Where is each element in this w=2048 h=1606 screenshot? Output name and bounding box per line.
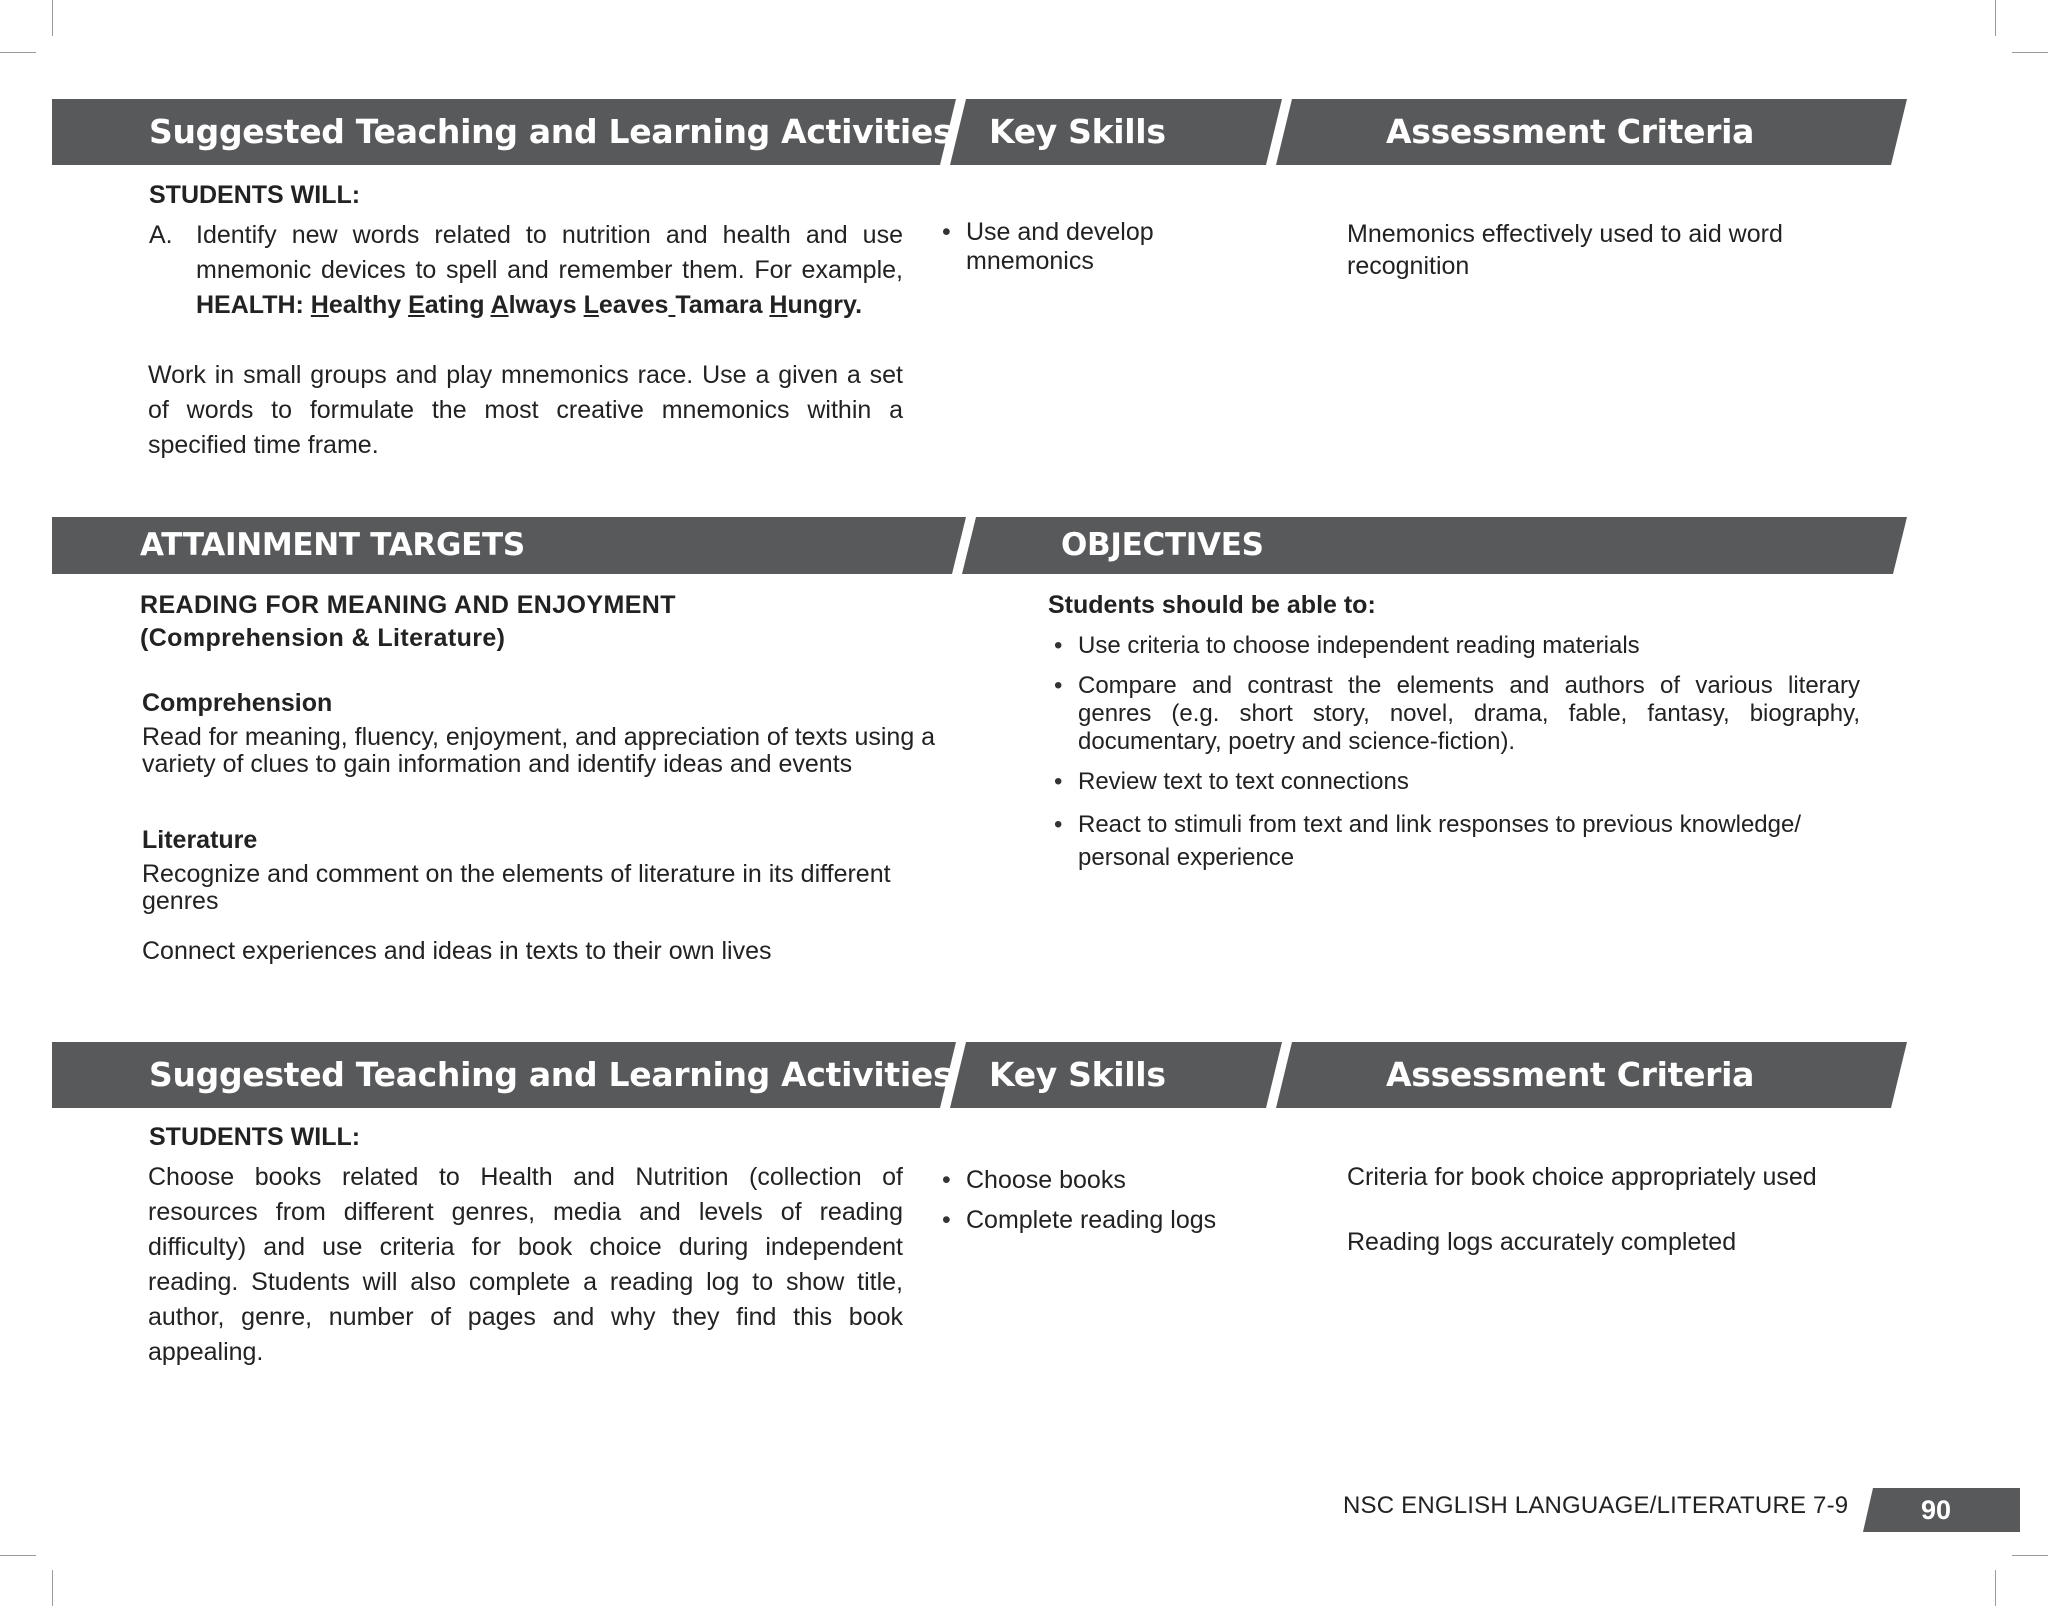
objective-item: • React to stimuli from text and link responses to previous knowledge/ personal experience: [1054, 808, 1860, 874]
assessment-item: Criteria for book choice appropriately used: [1347, 1163, 1817, 1191]
students-will-label: STUDENTS WILL:: [149, 181, 361, 209]
crop-mark: [0, 52, 36, 53]
crop-mark: [2012, 52, 2048, 53]
assessment-criteria: Mnemonics effectively used to aid word recognition: [1347, 220, 1783, 280]
header-key-skills: Key Skills: [989, 1055, 1166, 1094]
crop-mark: [1995, 0, 1996, 36]
mnemonic-example: HEALTH: Healthy Eating Always Leaves Tamara Hungry.: [196, 291, 863, 319]
students-will-label: STUDENTS WILL:: [149, 1123, 361, 1151]
target-title-line2: (Comprehension & Literature): [140, 624, 506, 652]
objective-item: • Compare and contrast the elements and authors of various literary genres (e.g. short story, novel, drama, fable, fantasy, biography, documentary, poetry and science-fiction).: [1054, 672, 1860, 756]
objective-item: • Use criteria to choose independent reading materials: [1054, 630, 1860, 662]
header-assessment: Assessment Criteria: [1386, 112, 1755, 151]
assessment-item: Reading logs accurately completed: [1347, 1228, 1737, 1256]
objective-item: • Review text to text connections: [1054, 766, 1860, 798]
crop-mark: [52, 0, 53, 36]
objectives-list: [1054, 630, 1860, 874]
key-skill-item: • Complete reading logs: [942, 1200, 1242, 1240]
comprehension-heading: Comprehension: [142, 689, 333, 717]
crop-mark: [0, 1555, 36, 1556]
header-objectives: OBJECTIVES: [1061, 527, 1264, 563]
key-skills-list: [942, 218, 1222, 276]
page-number: 90: [1920, 1495, 1952, 1525]
header-activities: Suggested Teaching and Learning Activities: [149, 112, 953, 151]
activity-paragraph: Work in small groups and play mnemonics race. Use a given a set of words to formulate the most creative mnemonics within a specified time frame.: [148, 361, 903, 459]
crop-mark: [1995, 1570, 1996, 1606]
key-skill-item: • Choose books: [942, 1160, 1242, 1200]
literature-text-2: Connect experiences and ideas in texts to their own lives: [142, 937, 772, 965]
literature-heading: Literature: [142, 826, 258, 854]
activity-paragraph: Choose books related to Health and Nutrition (collection of resources from different genres, media and levels of reading difficulty) and use criteria for book choice during independent reading. Students will also complete a reading log to show title, author, genre, number of pages and why they find this book appealing.: [148, 1163, 903, 1366]
activity-item-a: [196, 218, 903, 323]
section1-header-bar: [52, 99, 1907, 165]
activity-item-text: Identify new words related to nutrition and health and use mnemonic devices to spell and remember them. For example,: [196, 221, 903, 284]
key-skills-list: [942, 1160, 1242, 1240]
comprehension-text: Read for meaning, fluency, enjoyment, and appreciation of texts using a variety of clues to gain information and identify ideas and events: [142, 723, 936, 778]
target-title-line1: READING FOR MEANING AND ENJOYMENT: [140, 591, 676, 619]
literature-text: Recognize and comment on the elements of literature in its different genres: [142, 860, 891, 915]
header-attainment-targets: ATTAINMENT TARGETS: [140, 527, 525, 563]
header-assessment: Assessment Criteria: [1386, 1055, 1755, 1094]
footer-title: NSC ENGLISH LANGUAGE/LITERATURE 7-9: [1343, 1492, 1849, 1519]
section3-header-bar: [52, 1042, 1907, 1108]
assessment-criteria: [1347, 1160, 1907, 1260]
target-title: [140, 589, 676, 655]
header-activities: Suggested Teaching and Learning Activities: [149, 1055, 953, 1094]
key-skill-item: • Use and develop mnemonics: [942, 218, 1222, 276]
header-key-skills: Key Skills: [989, 112, 1166, 151]
section2-header-bar: [52, 517, 1907, 574]
crop-mark: [52, 1570, 53, 1606]
activity-letter: A.: [149, 221, 173, 249]
objectives-intro: Students should be able to:: [1048, 591, 1376, 619]
crop-mark: [2012, 1555, 2048, 1556]
